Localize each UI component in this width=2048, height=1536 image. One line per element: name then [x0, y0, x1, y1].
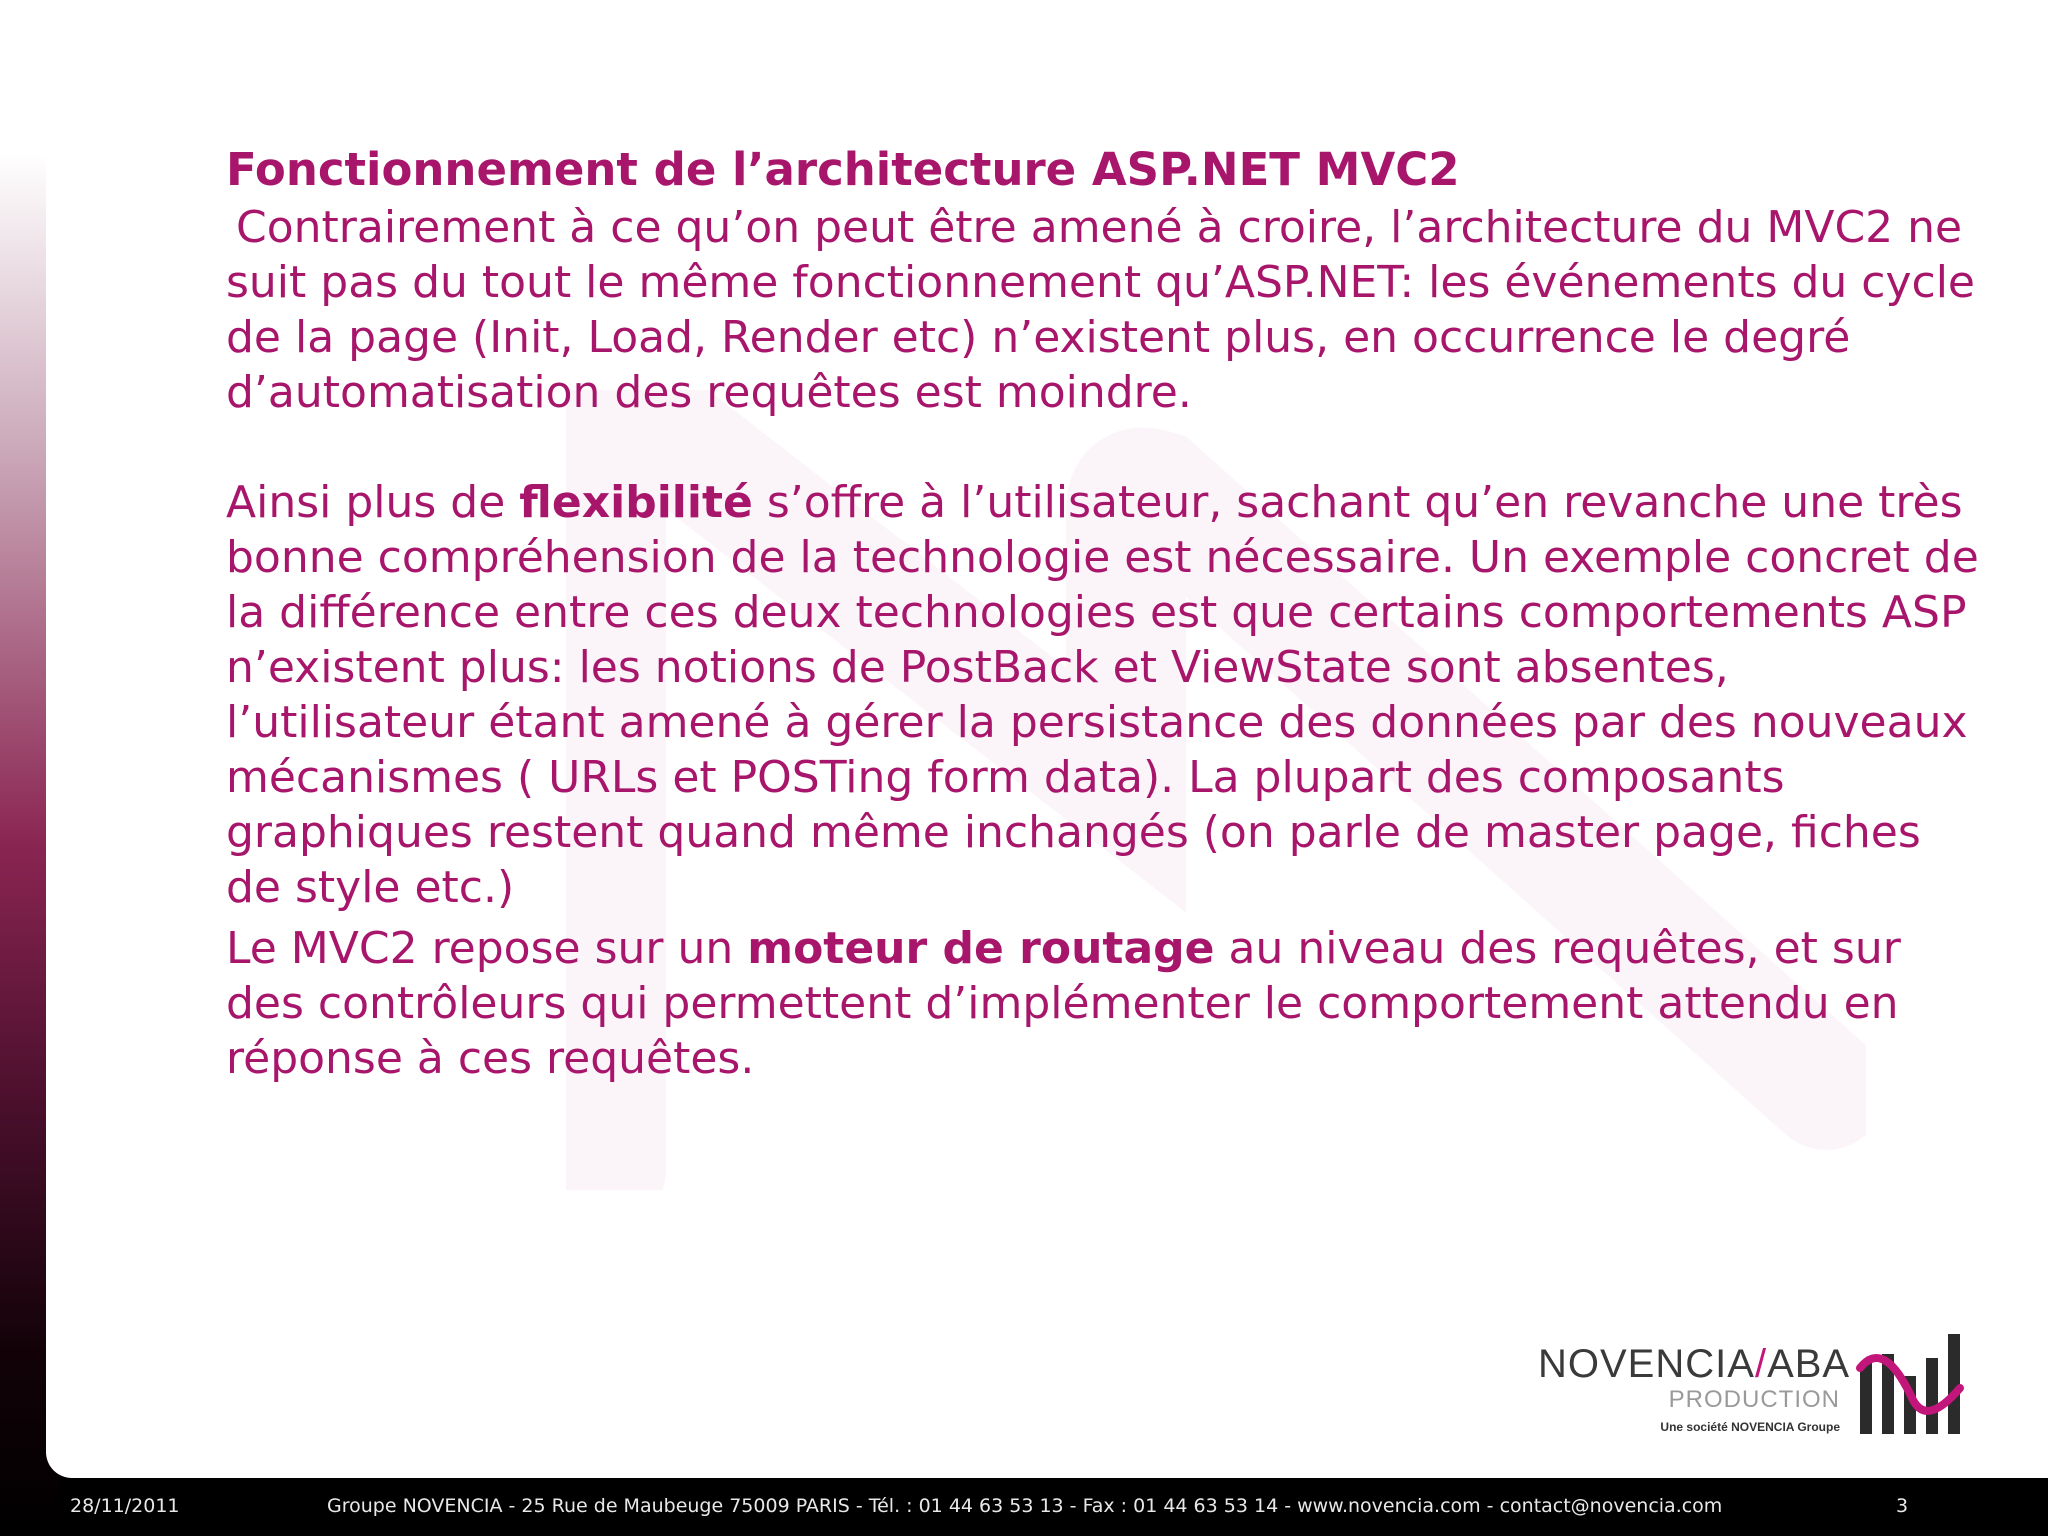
- company-logo: [1538, 1328, 1978, 1448]
- emphasis-routing-engine: moteur de routage: [747, 923, 1215, 974]
- footer-page-number: 3: [1896, 1495, 1909, 1517]
- emphasis-flexibility: flexibilité: [519, 477, 753, 528]
- slide-canvas: [46, 0, 2048, 1478]
- paragraph-intro: Contrairement à ce qu’on peut être amené à croire, l’architecture du MVC2 ne suit pas du tout le même fonctionnement qu’ASP.NET: les événements du cycle de la page (Init, Load, Render etc) n’existent plus, en occurrence le degré d’automatisation des requêtes est moindre.: [226, 202, 1975, 418]
- paragraph-routing-text-1: Le MVC2 repose sur un: [226, 923, 748, 974]
- logo-slash: /: [1754, 1342, 1768, 1386]
- paragraph-flexibility: [226, 475, 1986, 915]
- logo-wordmark: [1538, 1342, 1850, 1387]
- logo-tagline: Une société NOVENCIA Groupe: [1660, 1420, 1840, 1434]
- slide-content: [226, 140, 1986, 1086]
- logo-name-right: ABA: [1767, 1342, 1851, 1386]
- footer-date: 28/11/2011: [70, 1495, 180, 1517]
- paragraph-routing: [226, 921, 1986, 1086]
- paragraph-flexibility-text-1: Ainsi plus de: [226, 477, 520, 528]
- footer-address: Groupe NOVENCIA - 25 Rue de Maubeuge 75009 PARIS - Tél. : 01 44 63 53 13 - Fax : 01 44 63 53 14 - www.novencia.com - contact@novencia.com: [327, 1495, 1723, 1517]
- logo-name-left: NOVENCIA: [1538, 1342, 1755, 1386]
- footer-bar: [0, 1478, 2048, 1536]
- slide-title: Fonctionnement de l’architecture ASP.NET MVC2: [226, 143, 1460, 196]
- paragraph-flexibility-text-2: s’offre à l’utilisateur, sachant qu’en revanche une très bonne compréhension de la technologie est nécessaire. Un exemple concret de la différence entre ces deux technologies est que certains comportements ASP n’existent plus: les notions de PostBack et ViewState sont absentes, l’utilisateur étant amené à gérer la persistance des données par des nouveaux mécanismes ( URLs et POSTing form data). La plupart des composants graphiques restent quand même inchangés (on parle de master page, fiches de style etc.): [226, 477, 1979, 913]
- novencia-logo-icon: [1854, 1328, 1978, 1438]
- paragraph-routing-text-2: au niveau des requêtes, et sur des contrôleurs qui permettent d’implémenter le comportement attendu en réponse à ces requêtes.: [226, 923, 1901, 1084]
- logo-production: PRODUCTION: [1668, 1386, 1840, 1413]
